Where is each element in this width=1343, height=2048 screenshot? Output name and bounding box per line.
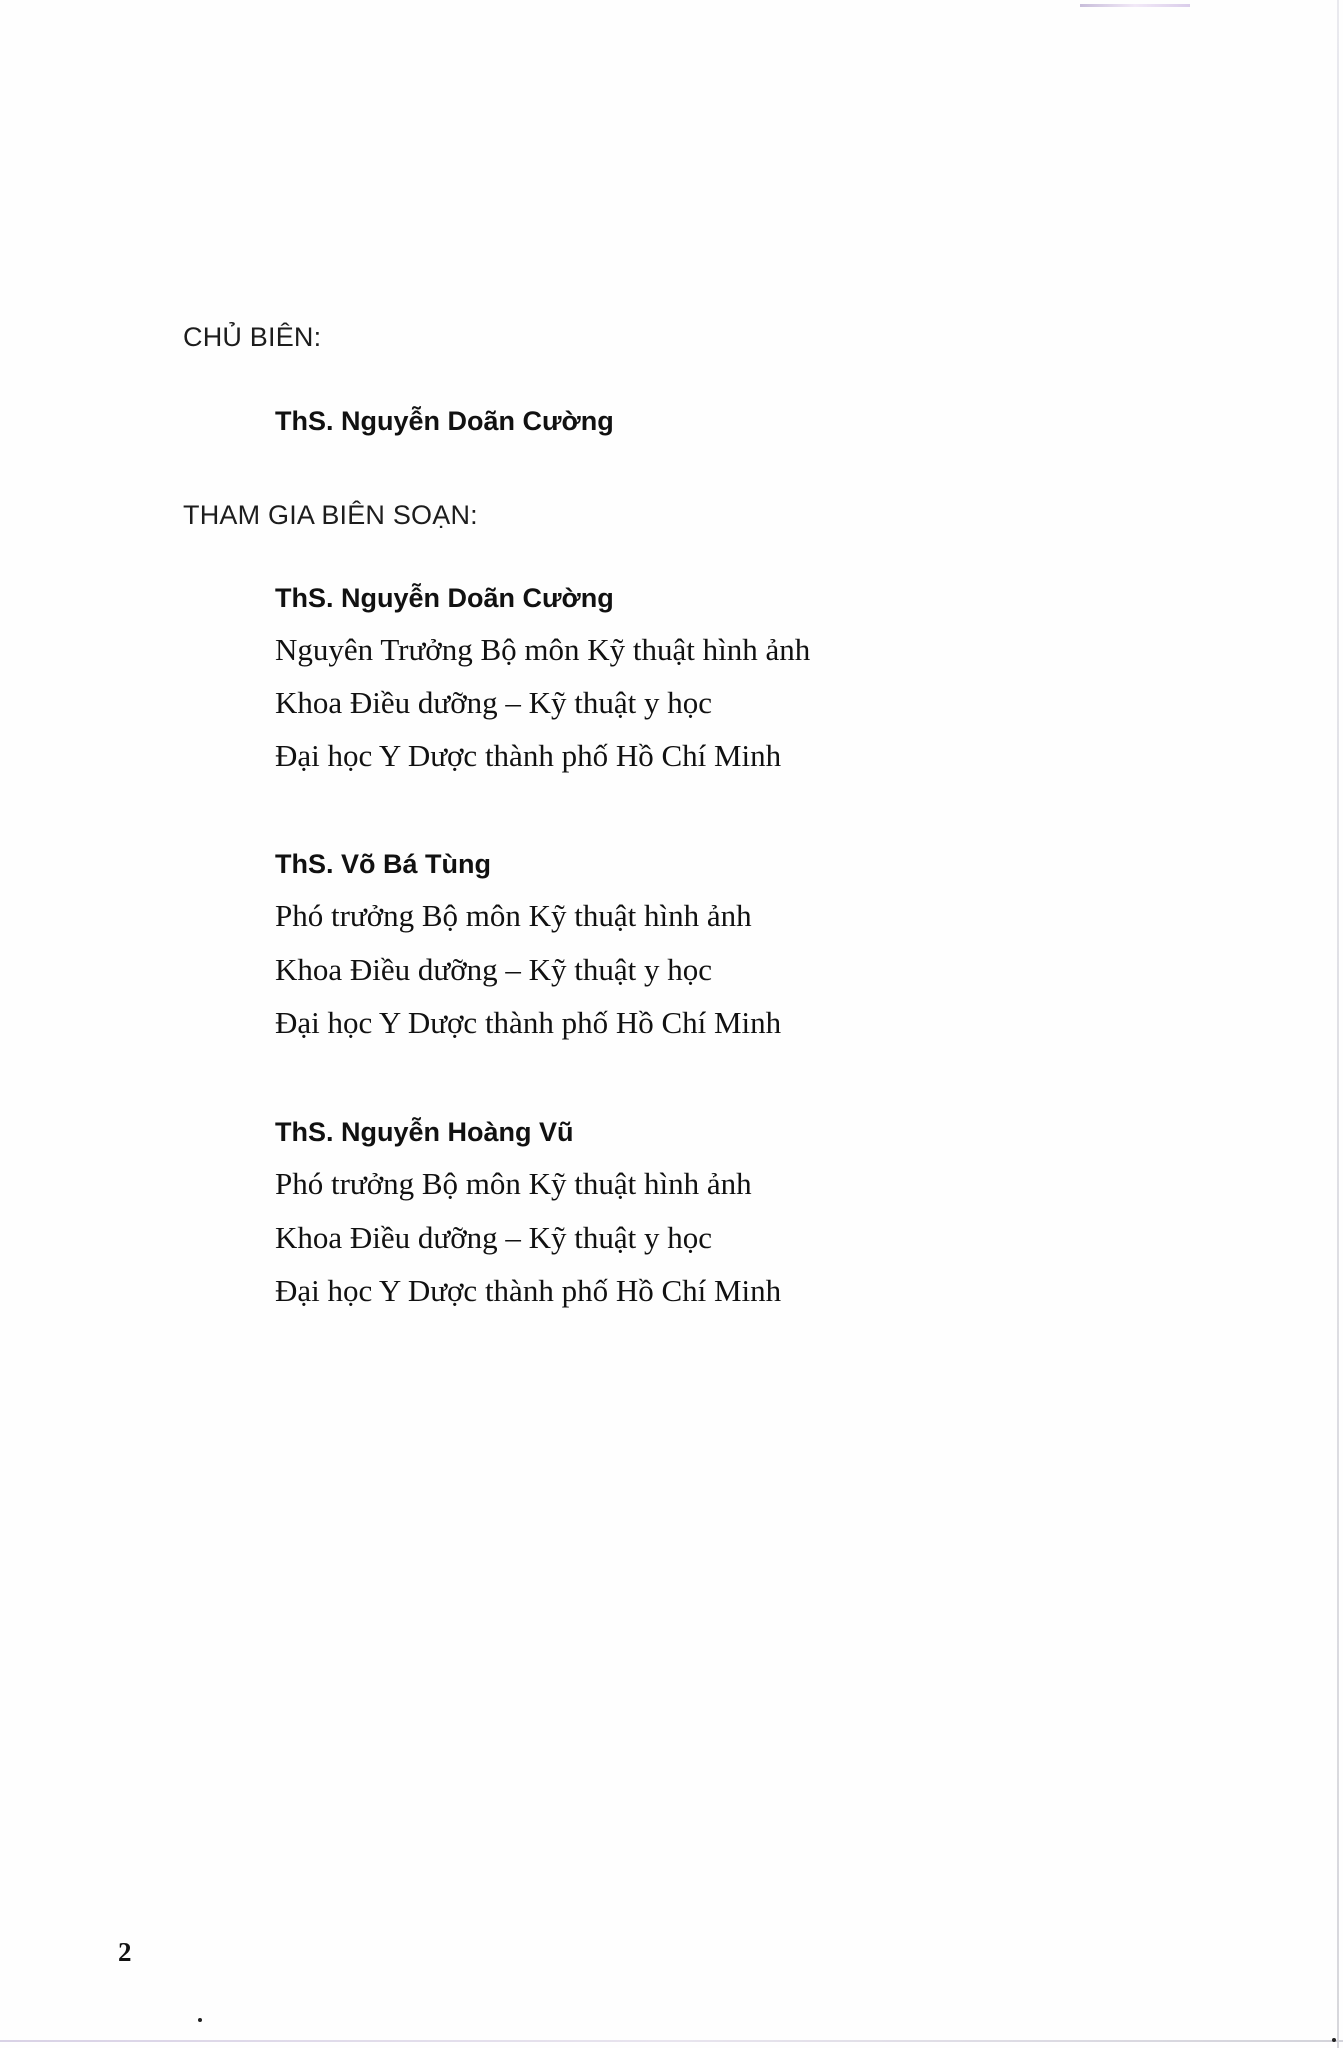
contributors-heading: THAM GIA BIÊN SOẠN: <box>183 500 478 530</box>
contributor-position: Nguyên Trưởng Bộ môn Kỹ thuật hình ảnh <box>275 632 811 667</box>
contributor-name: ThS. Nguyễn Doãn Cường <box>275 583 614 613</box>
chief-editor-heading: CHỦ BIÊN: <box>183 322 322 352</box>
contributor-university: Đại học Y Dược thành phố Hồ Chí Minh <box>275 738 782 773</box>
scan-mark-top <box>1080 4 1190 7</box>
contributor-position: Phó trưởng Bộ môn Kỹ thuật hình ảnh <box>275 898 752 933</box>
contributor-name: ThS. Võ Bá Tùng <box>275 849 491 879</box>
contributor-faculty: Khoa Điều dưỡng – Kỹ thuật y học <box>275 1220 712 1255</box>
scan-dot-corner <box>1332 2038 1336 2042</box>
chief-editor-name: ThS. Nguyễn Doãn Cường <box>275 406 614 436</box>
scan-edge-right <box>1337 0 1339 2048</box>
contributor-name: ThS. Nguyễn Hoàng Vũ <box>275 1117 574 1147</box>
page-number: 2 <box>118 1937 132 1967</box>
contributor-faculty: Khoa Điều dưỡng – Kỹ thuật y học <box>275 952 712 987</box>
scan-dot <box>198 2018 202 2022</box>
contributor-university: Đại học Y Dược thành phố Hồ Chí Minh <box>275 1005 782 1040</box>
contributor-faculty: Khoa Điều dưỡng – Kỹ thuật y học <box>275 685 712 720</box>
contributor-position: Phó trưởng Bộ môn Kỹ thuật hình ảnh <box>275 1166 752 1201</box>
contributor-university: Đại học Y Dược thành phố Hồ Chí Minh <box>275 1273 782 1308</box>
scan-edge-bottom <box>0 2040 1343 2042</box>
